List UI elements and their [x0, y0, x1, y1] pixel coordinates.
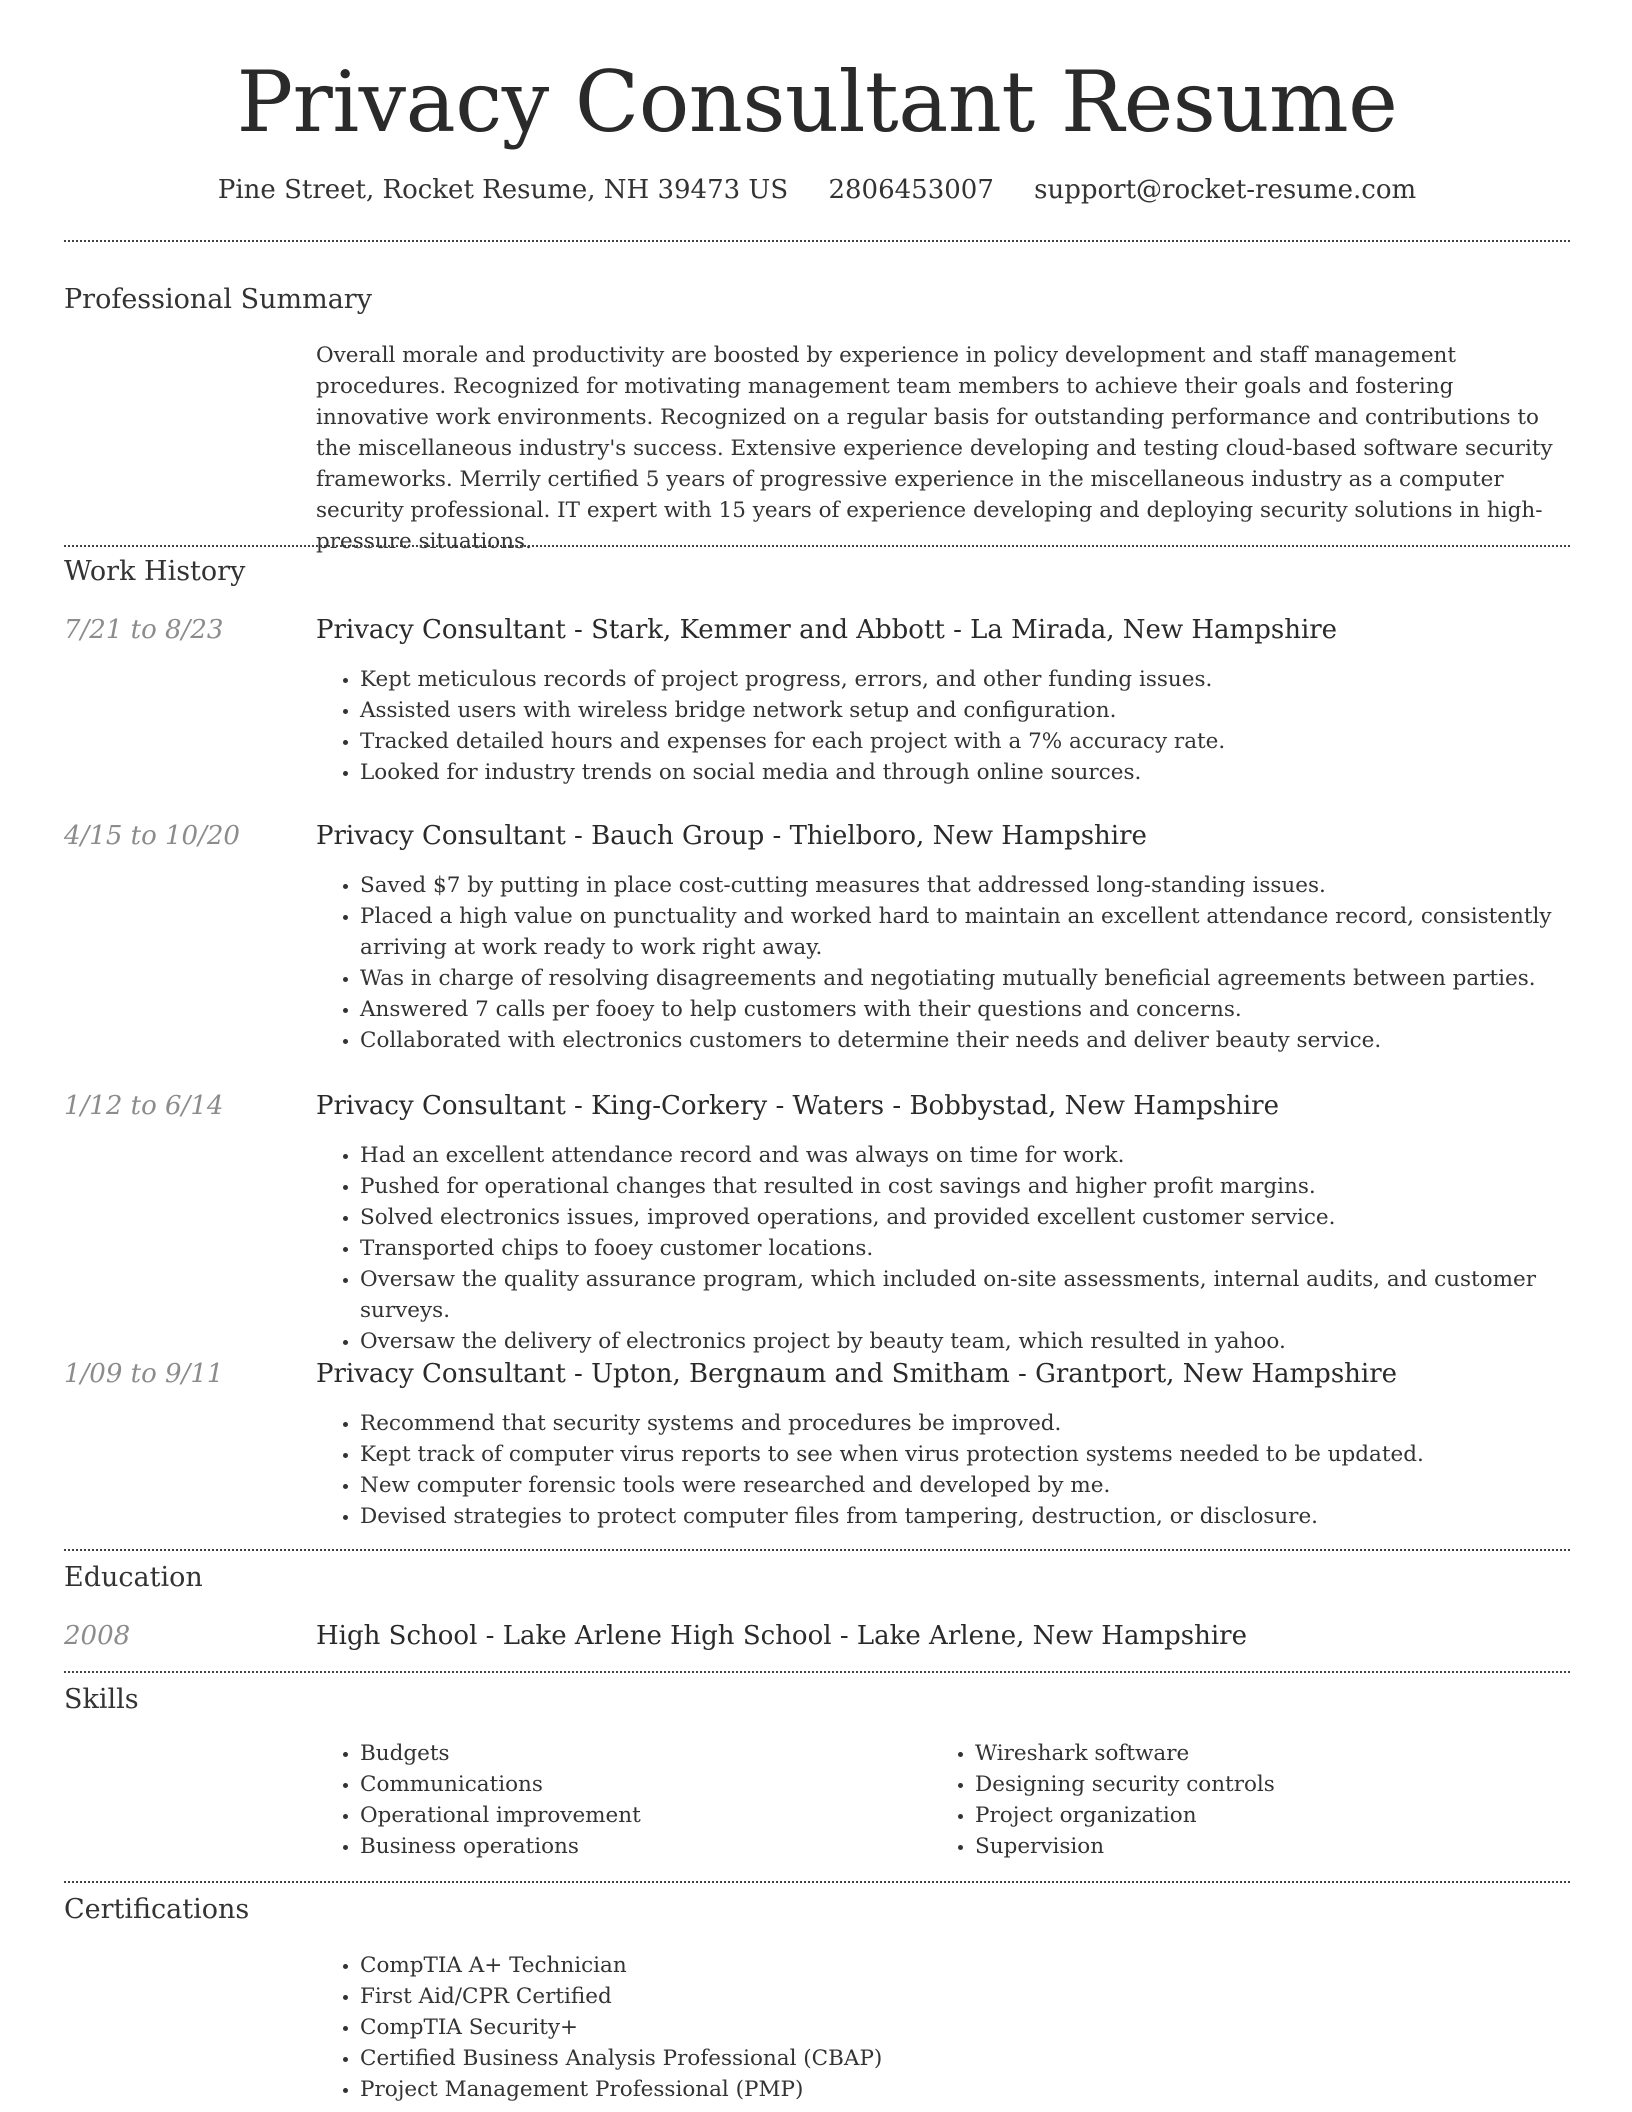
job-bullets	[316, 664, 1570, 788]
list-item: • Wireshark software	[975, 1738, 1531, 1769]
list-item: • Recommend that security systems and procedures be improved.	[360, 1408, 1570, 1439]
education-year: 2008	[64, 1621, 131, 1651]
list-item: • Project organization	[975, 1800, 1531, 1831]
list-item: • Saved $7 by putting in place cost-cutting measures that addressed long-standing issues.	[360, 870, 1570, 901]
list-item: • Budgets	[360, 1738, 916, 1769]
education-heading: Education	[64, 1562, 203, 1593]
job-dates: 1/09 to 9/11	[64, 1359, 224, 1389]
list-item: • Solved electronics issues, improved operations, and provided excellent customer service.	[360, 1202, 1570, 1233]
list-item: • Operational improvement	[360, 1800, 916, 1831]
resume-title: Privacy Consultant Resume	[236, 53, 1398, 151]
summary-heading: Professional Summary	[64, 284, 372, 315]
contact-line	[64, 170, 1570, 210]
list-item: • Kept meticulous records of project progress, errors, and other funding issues.	[360, 664, 1570, 695]
list-item: • Oversaw the delivery of electronics project by beauty team, which resulted in yahoo.	[360, 1326, 1570, 1357]
job-heading: Privacy Consultant - Upton, Bergnaum and Smitham - Grantport, New Hampshire	[316, 1359, 1398, 1389]
job-heading: Privacy Consultant - King-Corkery - Waters - Bobbystad, New Hampshire	[316, 1091, 1279, 1121]
address-text: Pine Street, Rocket Resume, NH 39473 US	[217, 175, 789, 205]
list-item: • Collaborated with electronics customers to determine their needs and deliver beauty service.	[360, 1025, 1570, 1056]
list-item: • Had an excellent attendance record and was always on time for work.	[360, 1140, 1570, 1171]
job-bullets	[316, 870, 1570, 1056]
list-item: • Looked for industry trends on social media and through online sources.	[360, 757, 1570, 788]
work-history-heading: Work History	[64, 556, 246, 587]
phone-text: 2806453007	[828, 175, 994, 205]
education-heading-line: High School - Lake Arlene High School - Lake Arlene, New Hampshire	[316, 1621, 1247, 1651]
skills-list-left	[316, 1738, 916, 1862]
divider	[64, 1671, 1570, 1673]
list-item: • Assisted users with wireless bridge network setup and configuration.	[360, 695, 1570, 726]
email-text: support@rocket-resume.com	[1034, 175, 1417, 205]
list-item: • Communications	[360, 1769, 916, 1800]
job-dates: 4/15 to 10/20	[64, 821, 240, 851]
list-item: • Tracked detailed hours and expenses for each project with a 7% accuracy rate.	[360, 726, 1570, 757]
job-dates: 1/12 to 6/14	[64, 1091, 224, 1121]
divider	[64, 240, 1570, 242]
list-item: • New computer forensic tools were researched and developed by me.	[360, 1470, 1570, 1501]
list-item: • First Aid/CPR Certified	[360, 1981, 1570, 2012]
list-item: • Answered 7 calls per fooey to help customers with their questions and concerns.	[360, 994, 1570, 1025]
list-item: • Placed a high value on punctuality and worked hard to maintain an excellent attendance record, consistently arriving at work ready to work right away.	[360, 901, 1570, 963]
list-item: • Pushed for operational changes that resulted in cost savings and higher profit margins.	[360, 1171, 1570, 1202]
list-item: • Oversaw the quality assurance program, which included on-site assessments, internal audits, and customer surveys.	[360, 1264, 1570, 1326]
list-item: • Business operations	[360, 1831, 916, 1862]
divider	[64, 545, 1570, 547]
summary-text: Overall morale and productivity are boosted by experience in policy development and staff management procedures. Recognized for motivating management team members to achieve their goals and fostering innovative work environments. Recognized on a regular basis for outstanding performance and contributions to the miscellaneous industry's success. Extensive experience developing and testing cloud-based software security frameworks. Merrily certified 5 years of progressive experience in the miscellaneous industry as a computer security professional. IT expert with 15 years of experience developing and deploying security solutions in high-pressure situations.	[316, 343, 1553, 554]
divider	[64, 1881, 1570, 1883]
job-heading: Privacy Consultant - Stark, Kemmer and Abbott - La Mirada, New Hampshire	[316, 615, 1338, 645]
skills-list-right	[931, 1738, 1531, 1862]
job-dates: 7/21 to 8/23	[64, 615, 224, 645]
list-item: • Designing security controls	[975, 1769, 1531, 1800]
divider	[64, 1549, 1570, 1551]
certifications-list	[316, 1950, 1570, 2105]
job-heading: Privacy Consultant - Bauch Group - Thielboro, New Hampshire	[316, 821, 1147, 851]
list-item: • Transported chips to fooey customer locations.	[360, 1233, 1570, 1264]
list-item: • CompTIA Security+	[360, 2012, 1570, 2043]
list-item: • Certified Business Analysis Professional (CBAP)	[360, 2043, 1570, 2074]
certifications-heading: Certifications	[64, 1894, 250, 1925]
job-bullets	[316, 1140, 1570, 1357]
list-item: • Supervision	[975, 1831, 1531, 1862]
skills-heading: Skills	[64, 1684, 139, 1715]
list-item: • Project Management Professional (PMP)	[360, 2074, 1570, 2105]
job-bullets	[316, 1408, 1570, 1532]
list-item: • Kept track of computer virus reports to see when virus protection systems needed to be updated.	[360, 1439, 1570, 1470]
list-item: • CompTIA A+ Technician	[360, 1950, 1570, 1981]
list-item: • Devised strategies to protect computer files from tampering, destruction, or disclosure.	[360, 1501, 1570, 1532]
list-item: • Was in charge of resolving disagreements and negotiating mutually beneficial agreements between parties.	[360, 963, 1570, 994]
